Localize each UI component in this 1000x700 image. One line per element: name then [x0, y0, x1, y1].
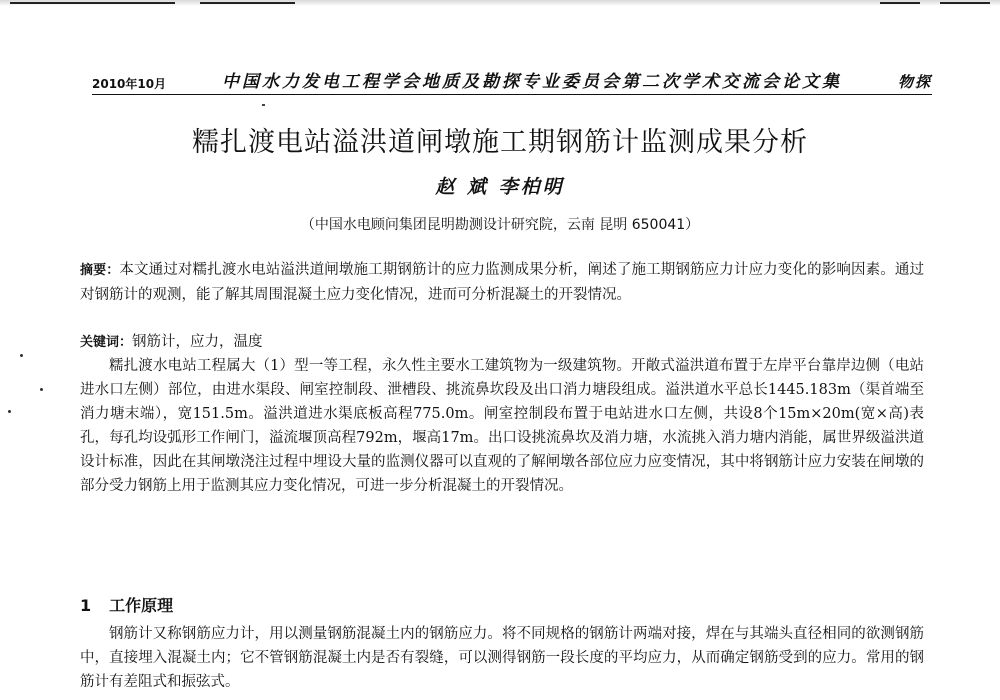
- paper-affiliation: （中国水电顾问集团昆明勘测设计研究院，云南 昆明 650041）: [300, 217, 700, 233]
- scan-speck: [20, 354, 23, 357]
- keywords: [80, 330, 924, 355]
- scan-speck: [8, 410, 11, 413]
- intro-paragraph: 糯扎渡水电站工程属大（1）型一等工程，永久性主要水工建筑物为一级建筑物。开敞式溢洪道布置于左岸平台靠岸边侧（电站进水口左侧）部位，由进水渠段、闸室控制段、泄槽段、挑流鼻坎段及出口消力塘段组成。溢洪道水平总长1445.183m（渠首端至消力塘末端），宽151.5m。溢洪道进水渠底板高程775.0m。闸室控制段布置于电站进水口左侧，共设8个15m×20m(宽×高)表孔，每孔均设弧形工作闸门，溢流堰顶高程792m，堰高17m。出口设挑流鼻坎及消力塘，水流挑入消力塘内消能，属世界级溢洪道设计标准，因此在其闸墩浇注过程中埋设大量的监测仪器可以直观的了解闸墩各部位应力应变情况，其中将钢筋计应力安装在闸墩的部分受力钢筋上用于监测其应力变化情况，可进一步分析混凝土的开裂情况。: [80, 358, 924, 494]
- abstract: [80, 258, 924, 307]
- header-section: 物探: [897, 73, 932, 91]
- paper-authors: 赵 斌 李柏明: [435, 176, 565, 198]
- paper-title: 糯扎渡电站溢洪道闸墩施工期钢筋计监测成果分析: [192, 127, 808, 158]
- scan-speck: [40, 388, 43, 391]
- header-journal: 中国水力发电工程学会地质及勘探专业委员会第二次学术交流会论文集: [222, 72, 843, 92]
- scan-speck: [262, 104, 265, 106]
- scan-edge-mark: [880, 2, 920, 4]
- section-paragraph: 钢筋计又称钢筋应力计，用以测量钢筋混凝土内的钢筋应力。将不同规格的钢筋计两端对接，焊在与其端头直径相同的欲测钢筋中，直接埋入混凝土内；它不管钢筋混凝土内是否有裂缝，可以测得钢筋一段长度的平均应力，从而确定钢筋受到的应力。常用的钢筋计有差阻式和振弦式。: [80, 626, 924, 690]
- running-header: [92, 70, 932, 92]
- scan-edge-mark: [940, 2, 990, 4]
- abstract-label: 摘要：: [80, 263, 120, 278]
- scan-edge-mark: [10, 2, 175, 4]
- scan-edge-mark: [200, 2, 295, 4]
- keywords-text: 钢筋计，应力，温度: [132, 334, 263, 350]
- header-date: 2010年10月: [92, 77, 167, 91]
- abstract-text: 本文通过对糯扎渡水电站溢洪道闸墩施工期钢筋计的应力监测成果分析，阐述了施工期钢筋应力计应力变化的影响因素。通过对钢筋计的观测，能了解其周围混凝土应力变化情况，进而可分析混凝土的开裂情况。: [80, 262, 924, 303]
- section-title: 工作原理: [109, 596, 174, 615]
- section-number: 1: [80, 596, 92, 615]
- keywords-label: 关键词：: [80, 335, 133, 350]
- section-heading: [80, 593, 173, 616]
- header-rule: [92, 94, 932, 95]
